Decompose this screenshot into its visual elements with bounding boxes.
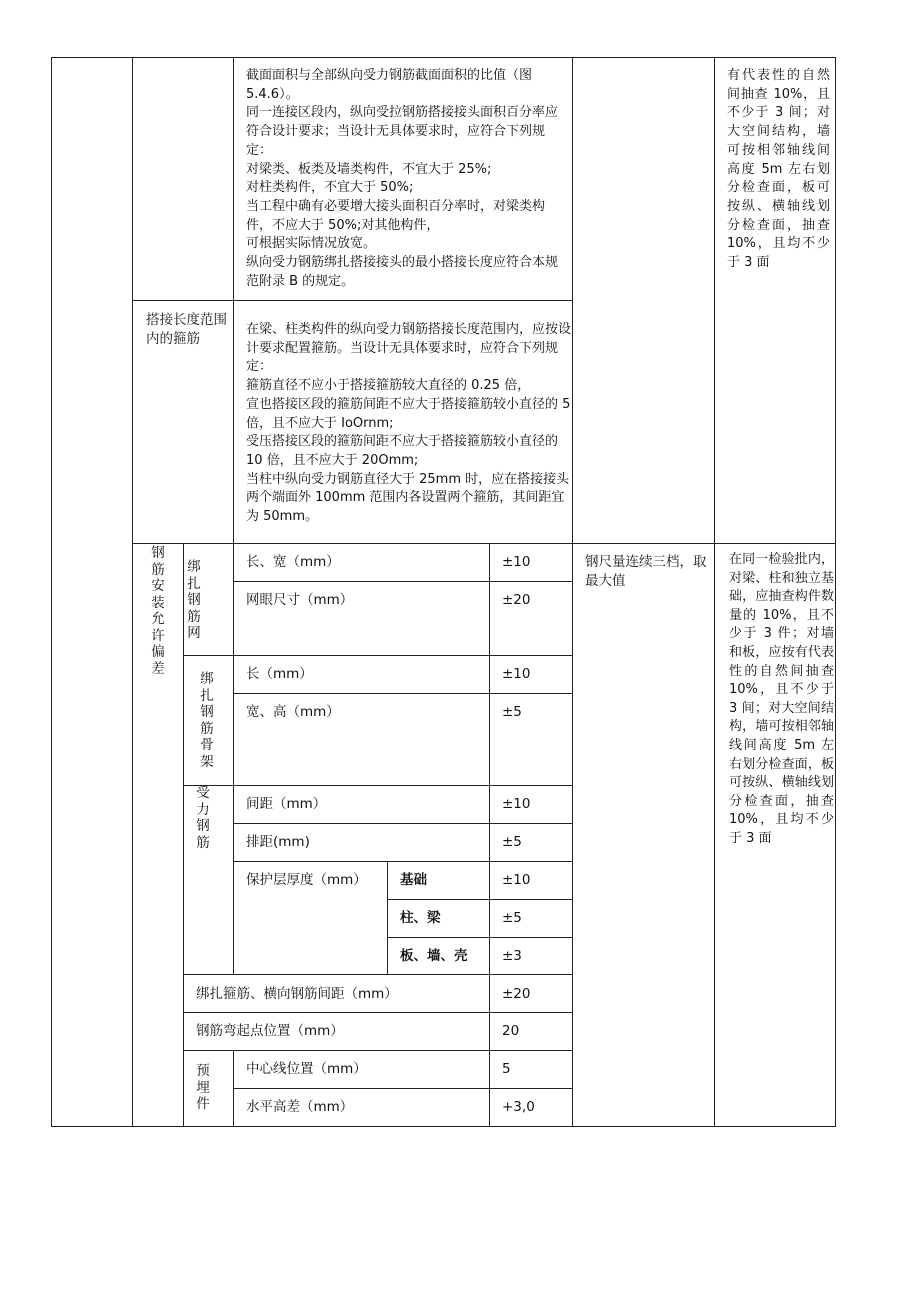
row-value-cage-length: ±10 xyxy=(502,666,531,682)
grid-line xyxy=(233,693,572,694)
grid-line xyxy=(132,300,572,301)
grid-line xyxy=(489,543,490,1127)
tolerance-inspection-text: 在同一检验批内，对梁、柱和独立基础，应抽查构件数量的 10%，且不少于 3 件；对墙和板，应按有代表性的自然间抽查 10%，且不少于 3 间；对大空间结构，墙可按相邻轴线间高度 5m 左右划分检查面，板可按纵、横轴线划分检查面，抽查 10%，且均不少于 3 面 xyxy=(729,552,834,846)
grid-line xyxy=(132,57,133,1127)
row-value-cover-foundation: ±10 xyxy=(502,872,531,888)
grid-line xyxy=(233,1088,572,1089)
row-label-cage-width-height: 宽、高（mm） xyxy=(246,704,340,720)
grid-line xyxy=(183,655,572,656)
grid-line xyxy=(233,1050,234,1127)
row-value-cover-slab-wall: ±3 xyxy=(502,948,522,964)
grid-line xyxy=(233,823,572,824)
row-label-bend-point: 钢筋弯起点位置（mm） xyxy=(196,1023,344,1039)
grid-line xyxy=(233,581,572,582)
group-cage: 绑扎钢筋骨架 xyxy=(200,671,214,770)
row-label-cover-thickness: 保护层厚度（mm） xyxy=(246,872,367,888)
row-value-spacing: ±10 xyxy=(502,796,531,812)
grid-line xyxy=(183,785,572,786)
grid-line xyxy=(835,57,836,1127)
grid-line xyxy=(183,1050,572,1051)
row-value-bend-point: 20 xyxy=(502,1023,520,1039)
row-label-spacing: 间距（mm） xyxy=(246,796,327,812)
grid-line xyxy=(51,57,52,1127)
top-inspection-text: 有代表性的自然间抽查 10%，且不少于 3 间；对大空间结构，墙可按相邻轴线间高度 5m 左右划分检查面，板可按纵、横轴线划分检查面，抽查 10%，且均不少于 3 面 xyxy=(727,68,830,271)
row-label-embed-center: 中心线位置（mm） xyxy=(246,1061,367,1077)
row-label-cage-length: 长（mm） xyxy=(246,666,313,682)
row-value-mesh-length-width: ±10 xyxy=(502,554,531,570)
grid-line xyxy=(51,1126,835,1127)
grid-line xyxy=(132,543,835,544)
row-value-cage-width-height: ±5 xyxy=(502,704,522,720)
stirrup-item-label: 搭接长度范围内的箍筋 xyxy=(146,312,227,347)
grid-line xyxy=(572,57,573,1127)
grid-line xyxy=(51,57,835,58)
row-label-stirrup-spacing: 绑扎箍筋、横向钢筋间距（mm） xyxy=(196,986,398,1002)
grid-line xyxy=(183,1012,572,1013)
row-value-cover-column-beam: ±5 xyxy=(502,910,522,926)
group-main-bar: 受力钢筋 xyxy=(196,785,210,851)
grid-line xyxy=(387,861,388,975)
row-value-mesh-size: ±20 xyxy=(502,592,531,608)
grid-line xyxy=(183,543,184,1127)
grid-line xyxy=(233,861,572,862)
row-value-stirrup-spacing: ±20 xyxy=(502,986,531,1002)
row-label-embed-level: 水平高差（mm） xyxy=(246,1099,354,1115)
lap-ratio-requirement-text: 截面面积与全部纵向受力钢筋截面面积的比值（图 5.4.6）。 同一连接区段内，纵向受拉钢筋搭接接头面积百分率应符合设计要求；当设计无具体要求时，应符合下列规定： 对梁类、板类及墙类构件，不宜大于 25%; 对柱类构件，不宜大于 50%; 当工程中确有必要增大接头面积百分率时，对梁类构件，不应大于 50%;对其他构件， 可根据实际情况放宽。 纵向受力钢筋绑扎搭接接头的最小搭接长度应符合本规范附录 B 的规定。 xyxy=(246,68,559,289)
grid-line xyxy=(183,974,572,975)
row-label-cover-slab-wall: 板、墙、壳 xyxy=(400,948,468,964)
row-value-embed-level: +3,0 xyxy=(502,1099,535,1115)
grid-line xyxy=(714,57,715,1127)
tolerance-section-title: 钢筋安装允许偏差 xyxy=(151,545,165,677)
row-value-row-spacing: ±5 xyxy=(502,834,522,850)
grid-line xyxy=(387,937,572,938)
group-embedded: 预埋件 xyxy=(196,1063,210,1112)
tolerance-method-text: 钢尺量连续三档，取最大值 xyxy=(585,554,707,589)
row-label-mesh-length-width: 长、宽（mm） xyxy=(246,554,340,570)
grid-line xyxy=(233,57,234,544)
row-label-cover-column-beam: 柱、梁 xyxy=(400,910,441,926)
row-label-mesh-size: 网眼尺寸（mm） xyxy=(246,592,354,608)
grid-line xyxy=(233,543,234,975)
grid-line xyxy=(387,899,572,900)
group-mesh: 绑扎钢筋网 xyxy=(187,559,201,641)
row-label-row-spacing: 排距(mm) xyxy=(246,834,310,850)
row-value-embed-center: 5 xyxy=(502,1061,511,1077)
row-label-cover-foundation: 基础 xyxy=(400,872,427,888)
stirrup-requirement-text: 在梁、柱类构件的纵向受力钢筋搭接长度范围内，应按设计要求配置箍筋。当设计无具体要求时，应符合下列规定： 箍筋直径不应小于搭接箍筋较大直径的 0.25 倍， 宣也搭接区段的箍筋间距不应大于搭接箍筋较小直径的 5 倍，且不应大于 IoOrnm; 受压搭接区段的箍筋间距不应大于搭接箍筋较小直径的 10 倍，且不应大于 20Omm; 当柱中纵向受力钢筋直径大于 25mm 时，应在搭接接头两个端面外 100mm 范围内各设置两个箍筋，其间距宜为 50mm。 xyxy=(246,322,572,525)
